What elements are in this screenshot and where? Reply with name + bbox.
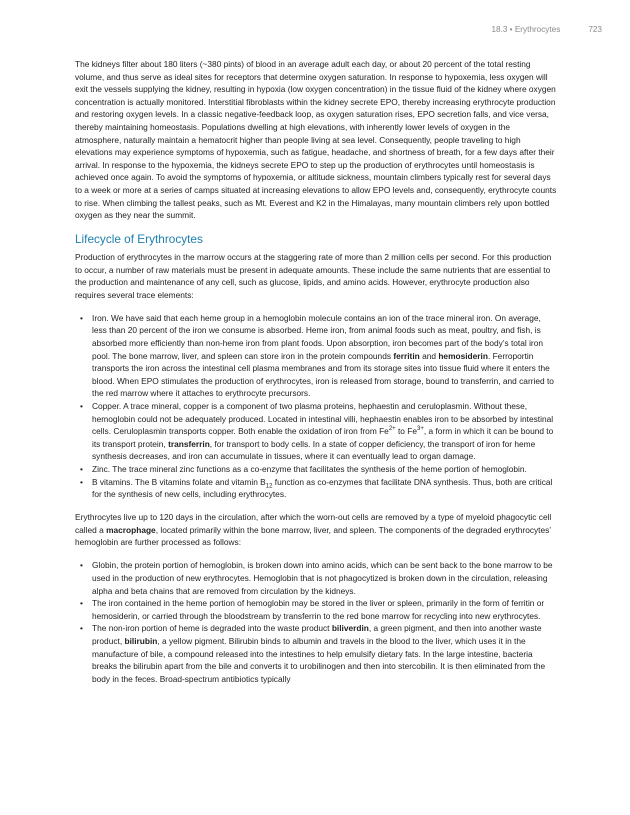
text: Erythrocytes live up to 120 days in the circulation, after which the worn-out cells are removed by a type of myeloid phagocytic cell called a [75, 512, 552, 535]
section-heading: Lifecycle of Erythrocytes [75, 232, 203, 247]
list-item-iron [75, 312, 557, 400]
production-paragraph: Production of erythrocytes in the marrow occurs at the staggering rate of more than 2 million cells per second. For this production to occur, a number of raw materials must be present in adequate amounts. These include the same nutrients that are essential to the production and maintenance of any cell, such as glucose, lipids, and amino acids. However, erythrocyte production also requires several trace elements: [75, 252, 552, 300]
text: , for transport to body cells. In a state of copper deficiency, the transport of iron for heme synthesis decreases, and iron can accumulate in tissues, where it can eventually lead to organ damage. [92, 438, 536, 462]
list-item-heme-iron: • The iron contained in the heme portion of hemoglobin may be stored in the liver or spleen, primarily in the form of ferritin or hemosiderin, or carried through the bloodstream by transferrin to the red bone marrow for recycling into new erythrocytes. [75, 597, 557, 622]
page-body [75, 58, 557, 696]
superscript: 3+ [417, 426, 424, 433]
text: B vitamins. The B vitamins folate and vitamin B [92, 476, 266, 487]
text: , a yellow pigment. Bilirubin binds to albumin and travels in the blood to the liver, which uses it in the manufacture of bile, a compound released into the intestines to help emulsify dietary fats. In the large intestine, bacteria breaks the bilirubin apart from the bile and converts it to urobilinogen and then into stercobilin. It is then eliminated from the body in the feces. Broad-spectrum antibiotics typically [92, 635, 546, 684]
list-item-zinc: • Zinc. The trace mineral zinc functions as a co-enzyme that facilitates the synthesis of the heme portion of hemoglobin. [75, 463, 557, 476]
key-term-macrophage: macrophage [106, 524, 156, 535]
header-section-title: 18.3 • Erythrocytes [491, 25, 561, 34]
subscript: 12 [265, 483, 273, 490]
text: and [419, 350, 439, 361]
key-term-transferrin: transferrin [168, 438, 210, 449]
text: The non-iron portion of heme is degraded into the waste product [92, 623, 332, 634]
page-number: 723 [588, 25, 602, 34]
list-item-globin: • Globin, the protein portion of hemoglobin, is broken down into amino acids, which can be sent back to the bone marrow to be used in the production of new erythrocytes. Hemoglobin that is not phagocytized is broken down in the circulation, releasing alpha and beta chains that are removed from circulation by the kidneys. [75, 559, 557, 597]
text: Copper. A trace mineral, copper is a component of two plasma proteins, hephaestin and ceruloplasmin. Without these, hemoglobin could not be adequately produced. Located in intestinal villi, hephaestin enables iron to be absorbed by intestinal cells. Ceruloplasmin transports copper. Both enable the oxidation of iron from Fe [92, 401, 554, 437]
key-term-bilirubin: bilirubin [124, 635, 158, 646]
superscript: 2+ [388, 426, 396, 433]
text: function as co-enzymes that facilitate DNA synthesis. Thus, both are critical for the synthesis of new cells, including erythrocytes. [92, 476, 553, 500]
text: , a form in which it can be bound to its transport protein, [92, 426, 554, 449]
text: , a green pigment, and then into another waste product, [92, 623, 542, 646]
list-item-non-iron-heme [75, 622, 557, 685]
text: Iron. We have said that each heme group in a hemoglobin molecule contains an ion of the trace mineral iron. On average, less than 20 percent of the iron we consume is absorbed. Heme iron, from animal foods such as meat, poultry, and fish, is absorbed more efficiently than non-heme iron from plant foods. Upon absorption, iron becomes part of the body’s total iron pool. The bone marrow, liver, and spleen can store iron in the protein compounds [92, 312, 543, 361]
trace-elements-list [75, 312, 557, 501]
running-header [491, 25, 602, 34]
lifespan-paragraph [75, 511, 557, 549]
degradation-list [75, 559, 557, 685]
text: . Ferroportin transports the iron across the intestinal cell plasma membranes and from its storage sites into tissue fluid where it enters the blood. When EPO stimulates the production of erythrocytes, iron is released from storage, bound to transferrin, and carried to the red marrow where it attaches to erythrocyte precursors. [92, 350, 554, 399]
intro-paragraph: The kidneys filter about 180 liters (~380 pints) of blood in an average adult each day, or about 20 percent of the total resting volume, and thus serve as ideal sites for receptors that determine oxygen saturation. In response to hypoxemia, less oxygen will exit the vessels supplying the kidney, resulting in hypoxia (low oxygen concentration) in the tissue fluid of the kidney where oxygen concentration is actually monitored. Interstitial fibroblasts within the kidney secrete EPO, thereby increasing erythrocyte production and restoring oxygen levels. In a classic negative-feedback loop, as oxygen saturation rises, EPO secretion falls, and vice versa, thereby maintaining homeostasis. Populations dwelling at high elevations, with inherently lower levels of oxygen in the atmosphere, naturally maintain a hematocrit higher than people living at sea level. Consequently, people traveling to high elevations may experience symptoms of hypoxemia, such as fatigue, headache, and shortness of breath, for a few days after their arrival. In response to the hypoxemia, the kidneys secrete EPO to step up the production of erythrocytes until homeostasis is achieved once again. To avoid the symptoms of hypoxemia, or altitude sickness, mountain climbers typically rest for several days to a week or more at a series of camps situated at increasing elevations to allow EPO levels and, consequently, erythrocyte counts to rise. When climbing the tallest peaks, such as Mt. Everest and K2 in the Himalayas, many mountain climbers rely upon bottled oxygen as they near the summit. [75, 59, 557, 221]
key-term-hemosiderin: hemosiderin [438, 350, 488, 361]
key-term-biliverdin: biliverdin [331, 623, 369, 634]
list-item-copper [75, 400, 557, 463]
text: , located primarily within the bone marrow, liver, and spleen. The components of the degraded erythrocytes’ hemoglobin are further processed as follows: [75, 524, 551, 548]
text: to Fe [395, 426, 418, 437]
list-item-b-vitamins [75, 476, 557, 501]
key-term-ferritin: ferritin [393, 350, 420, 361]
